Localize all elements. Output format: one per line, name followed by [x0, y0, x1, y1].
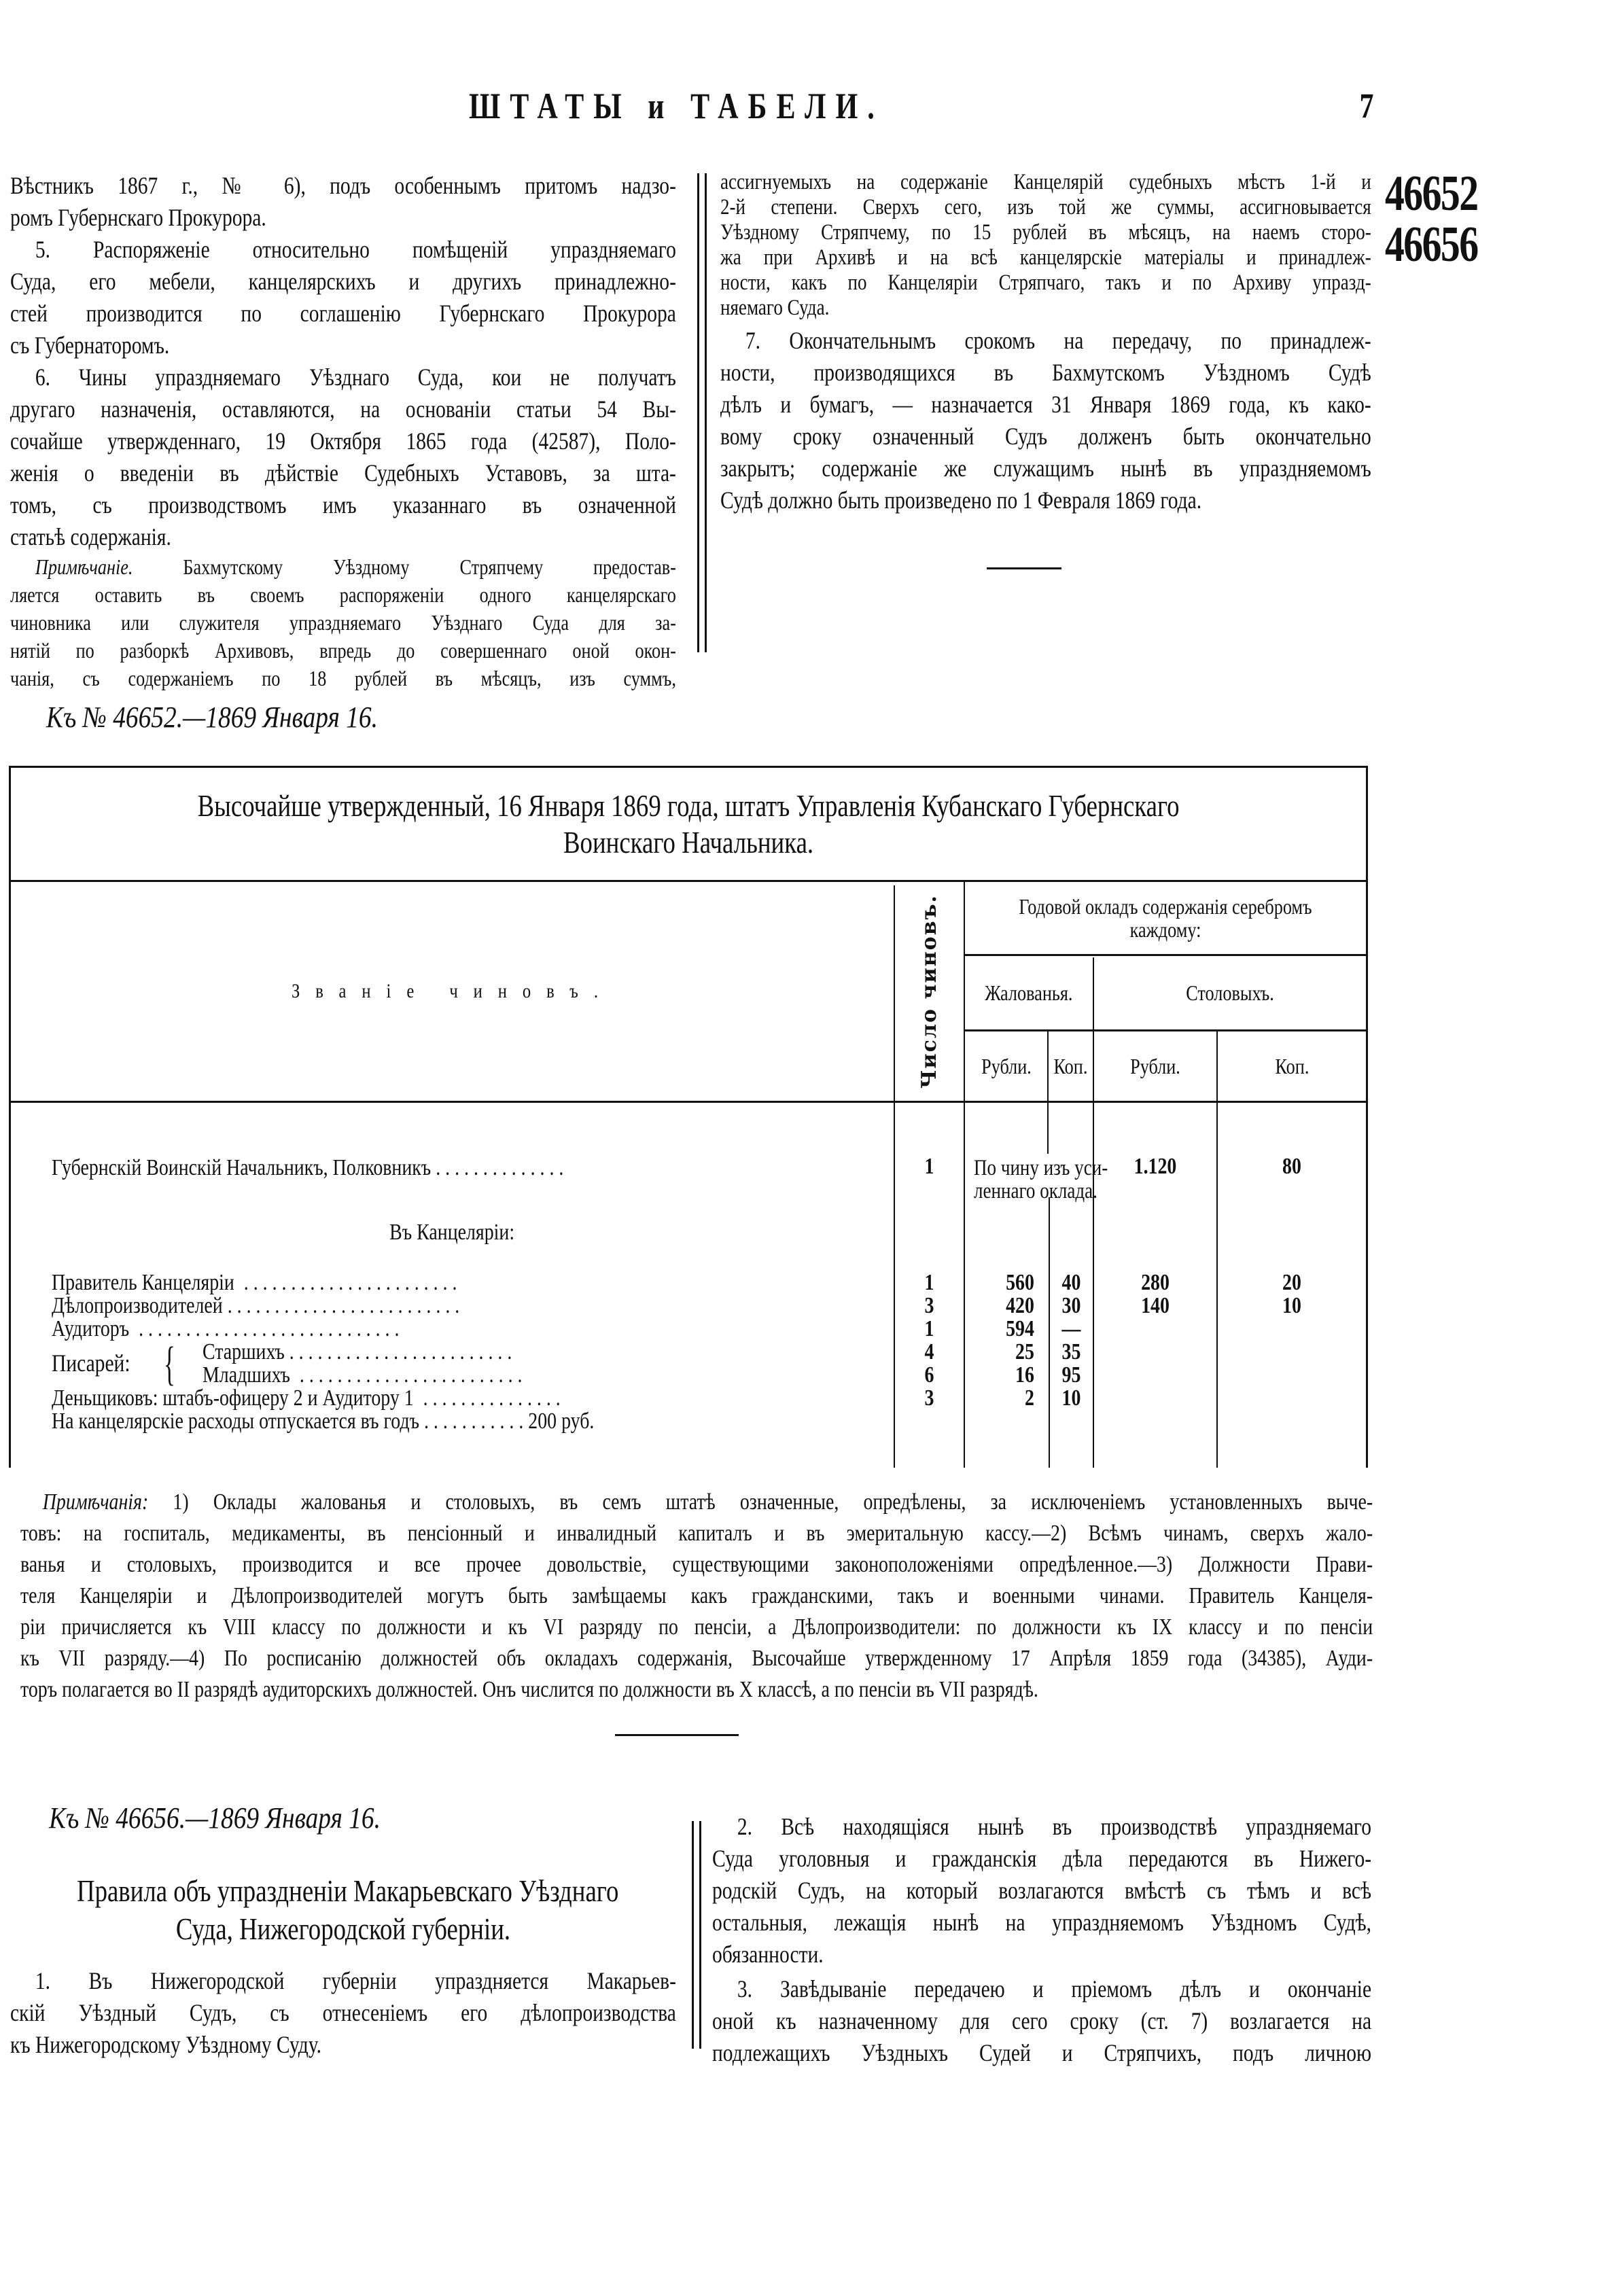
row-table-kopecks: 20	[1282, 1270, 1301, 1295]
row-salary-kopecks: 95	[1061, 1362, 1081, 1388]
note-line: торъ полагается во II разрядѣ аудиторскихъ должностей. Онъ числится по должности въ X классѣ, а по пенсіи въ VII разрядѣ.	[20, 1677, 1038, 1702]
text-line: 5. Распоряженіе относительно помѣщеній упраздняемаго	[35, 236, 676, 263]
staff-table	[9, 766, 1368, 1468]
table-row-rank: Губернскій Воинскій Начальникъ, Полковникъ . . . . . . . . . . . . . .	[52, 1155, 564, 1180]
row-salary-note: По чину изъ уси- леннаго оклада.	[974, 1156, 1108, 1203]
table-row-rank: Аудиторъ . . . . . . . . . . . . . . . . . . . . . . . . . . . .	[52, 1316, 400, 1341]
top-right-column	[720, 170, 1371, 516]
text-line: Суда, его мебели, канцелярскихъ и другихъ принадлежно-	[10, 268, 676, 295]
row-salary-kopecks: 35	[1061, 1339, 1081, 1364]
text-line: остальныя, лежащія нынѣ на упраздняемомъ Уѣздномъ Судѣ,	[712, 1909, 1372, 1936]
note-line: къ VII разряду.—4) По росписанію должностей объ окладахъ содержанія, Высочайше утвержденному 17 Апрѣля 1859 года (34385), Ауди-	[20, 1646, 1373, 1671]
note-line: ванья и столовыхъ, производится и все прочее довольствіе, существующими законоположеніями опредѣленное.—3) Должности Прави-	[20, 1552, 1373, 1577]
table-title-line2: Воинскаго Начальника.	[563, 824, 814, 860]
text-line: ности, производящихся въ Бахмутскомъ Уѣздномъ Судѣ	[720, 359, 1371, 386]
row-table-rubles: 1.120	[1134, 1154, 1177, 1179]
text-line: Вѣстникъ 1867 г., № 6), подъ особеннымъ притомъ надзо-	[10, 172, 676, 199]
note-line: товъ: на госпиталь, медикаменты, въ пенсіонный и инвалидный капиталъ и въ эмеритальную кассу.—2) Всѣмъ чинамъ, сверхъ жало-	[20, 1521, 1373, 1546]
row-count: 1	[924, 1270, 934, 1295]
table-row-rank: На канцелярскіе расходы отпускается въ годъ . . . . . . . . . . . 200 руб.	[52, 1409, 595, 1434]
text-line: 3. Завѣдываніе передачею и пріемомъ дѣлъ и окончаніе	[737, 1975, 1372, 2002]
row-count: 1	[924, 1316, 934, 1341]
rules-right-column	[712, 1811, 1371, 2069]
text-line: родскій Судъ, на который возлагаются вмѣстѣ съ тѣмъ и всѣ	[712, 1877, 1372, 1904]
text-line: Уѣздному Стряпчему, по 15 рублей въ мѣсяцъ, на наемъ сторо-	[720, 220, 1371, 245]
text-line: скій Уѣздный Судъ, съ отнесеніемъ его дѣлопроизводства	[10, 1999, 676, 2026]
header-table-rubles: Рубли.	[1130, 1054, 1180, 1078]
text-line: нятій по разборкѣ Архивовъ, впредь до совершеннаго оной окон-	[10, 638, 676, 663]
header-annual-salary: Годовой окладъ содержанія серебромъ каждому:	[1019, 894, 1312, 942]
text-line: жа при Архивѣ и на всѣ канцелярскіе матеріалы и принадлеж-	[720, 245, 1371, 270]
brace-icon: {	[164, 1338, 175, 1390]
running-title: ШТАТЫ и ТАБЕЛИ.	[469, 86, 884, 126]
row-table-rubles: 280	[1141, 1270, 1170, 1295]
row-salary-rubles: 560	[1006, 1270, 1034, 1295]
text-line: обязанности.	[712, 1941, 824, 1968]
table-row-rank: Правитель Канцеляріи . . . . . . . . . . . . . . . . . . . . . . .	[52, 1270, 457, 1295]
text-line: статьѣ содержанія.	[10, 523, 171, 550]
text-line: закрытъ; содержаніе же служащимъ нынѣ въ упраздняемомъ	[720, 455, 1371, 482]
text-line: 6. Чины упраздняемаго Уѣзднаго Суда, кои не получатъ	[35, 364, 676, 391]
row-count: 1	[924, 1154, 934, 1179]
table-row-rank: Старшихъ . . . . . . . . . . . . . . . . . . . . . . . .	[203, 1339, 512, 1364]
text-line: другаго назначенія, оставляются, на основаніи статьи 54 Вы-	[10, 395, 676, 423]
text-line: Бахмутскому Уѣздному Стряпчему предостав-	[183, 554, 676, 579]
row-table-rubles: 140	[1141, 1293, 1170, 1318]
row-salary-kopecks: 10	[1061, 1385, 1081, 1411]
row-salary-rubles: 420	[1006, 1293, 1034, 1318]
row-count: 4	[924, 1339, 934, 1364]
text-line: ромъ Губернскаго Прокурора.	[10, 204, 266, 231]
text-line: 7. Окончательнымъ срокомъ на передачу, по принадлеж-	[745, 327, 1371, 354]
text-line: стей производится по соглашенію Губернскаго Прокурора	[10, 300, 676, 327]
header-table-kopecks: Коп.	[1275, 1054, 1309, 1078]
header-salary: Жалованья.	[985, 981, 1073, 1005]
text-line: ности, какъ по Канцеляріи Стряпчаго, такъ и по Архиву упразд-	[720, 270, 1371, 295]
text-line: дѣлъ и бумагъ, — назначается 31 Января 1869 года, къ како-	[720, 391, 1371, 418]
row-salary-rubles: 2	[1024, 1385, 1034, 1411]
text-line: вому сроку означенный Судъ долженъ быть окончательно	[720, 423, 1371, 450]
text-line: Судѣ должно быть произведено по 1 Февраля 1869 года.	[720, 487, 1202, 514]
row-table-kopecks: 80	[1282, 1154, 1301, 1179]
clerks-group-label: Писарей:	[52, 1349, 130, 1377]
text-line: подлежащихъ Уѣздныхъ Судей и Стряпчихъ, подъ личною	[712, 2039, 1372, 2066]
row-salary-rubles: 25	[1015, 1339, 1034, 1364]
separator-rule	[615, 1734, 739, 1736]
margin-number-46652: 46652	[1385, 166, 1478, 222]
top-left-column	[10, 170, 676, 692]
reference-46656: Къ № 46656.—1869 Января 16.	[49, 1801, 381, 1835]
row-count: 6	[924, 1362, 934, 1388]
table-title	[11, 768, 1366, 880]
note-line: теля Канцеляріи и Дѣлопроизводителей могутъ быть замѣщаемы какъ гражданскими, такъ и военными чинами. Правитель Канцеля-	[20, 1583, 1373, 1608]
header-table-money: Столовыхъ.	[1186, 981, 1274, 1005]
text-line: къ Нижегородскому Уѣздному Суду.	[10, 2031, 321, 2058]
section-label: Въ Канцеляріи:	[389, 1220, 515, 1245]
text-line: томъ, съ производствомъ имъ указаннаго въ означенной	[10, 491, 676, 518]
row-salary-kopecks: 40	[1061, 1270, 1081, 1295]
office-expenses-amount: 200 руб.	[528, 1409, 595, 1434]
rules-title-line2: Суда, Нижегородской губерніи.	[175, 1911, 511, 1946]
header-salary-rubles: Рубли.	[981, 1054, 1032, 1078]
notes-label: Примѣчанія:	[42, 1489, 149, 1515]
header-count: Число чиновъ.	[917, 894, 941, 1089]
text-line: оной къ назначенному для сего сроку (ст. 7) возлагается на	[712, 2007, 1372, 2034]
row-count: 3	[924, 1385, 934, 1411]
row-table-kopecks: 10	[1282, 1293, 1301, 1318]
row-count: 3	[924, 1293, 934, 1318]
text-line: съ Губернаторомъ.	[10, 332, 170, 359]
text-line: 1. Въ Нижегородской губерніи упраздняется Макарьев-	[35, 1967, 676, 1994]
table-title-line1: Высочайше утвержденный, 16 Января 1869 года, штатъ Управленія Кубанскаго Губернскаго	[197, 788, 1180, 823]
column-divider	[692, 1821, 701, 2049]
table-row-rank: Дѣлопроизводителей . . . . . . . . . . . . . . . . . . . . . . . . .	[52, 1293, 460, 1318]
row-salary-kopecks: —	[1061, 1316, 1081, 1341]
text-line: ассигнуемыхъ на содержаніе Канцелярій судебныхъ мѣстъ 1-й и	[720, 170, 1371, 194]
text-line: чиновника или служителя упраздняемаго Уѣзднаго Суда для за-	[10, 610, 676, 635]
text-line: няемаго Суда.	[720, 296, 830, 320]
separator-rule	[987, 567, 1061, 569]
rules-title	[10, 1872, 676, 1948]
margin-number-46656: 46656	[1385, 217, 1478, 272]
table-row-rank: Деньщиковъ: штабъ-офицеру 2 и Аудитору 1 . . . . . . . . . . . . . . .	[52, 1385, 561, 1411]
header-rank: Званіе чиновъ.	[291, 980, 614, 1002]
rules-title-line1: Правила объ упраздненіи Макарьевскаго Уѣзднаго	[77, 1873, 619, 1908]
text-line: 2-й степени. Сверхъ сего, изъ той же суммы, ассигновывается	[720, 195, 1371, 219]
note-line: ріи причисляется къ VIII классу по должности и къ VI разряду по пенсіи, а Дѣлопроизводители: по должности къ IX классу и по пенсіи	[20, 1614, 1373, 1640]
note-label: Примѣчаніе.	[35, 554, 133, 579]
page-number: 7	[1359, 87, 1374, 126]
row-salary-rubles: 16	[1015, 1362, 1034, 1388]
rules-left-column	[10, 1965, 676, 2061]
column-divider	[697, 173, 707, 652]
row-salary-rubles: 594	[1006, 1316, 1034, 1341]
text-line: женія о введеніи въ дѣйствіе Судебныхъ Уставовъ, за шта-	[10, 459, 676, 487]
header-salary-kopecks: Коп.	[1053, 1054, 1088, 1078]
row-salary-kopecks: 30	[1061, 1293, 1081, 1318]
text-line: ляется оставить въ своемъ распоряженіи одного канцелярскаго	[10, 582, 676, 607]
text-line: чанія, съ содержаніемъ по 18 рублей въ мѣсяцъ, изъ суммъ,	[10, 666, 676, 690]
table-notes: Примѣчанія: 1) Оклады жалованья и столовыхъ, въ семъ штатѣ означенные, опредѣлены, за исключеніемъ установленныхъ выче- товъ: на госпиталь, медикаменты, въ пенсіонный и инвалидный капиталъ и въ эмеритальную кассу.—2) Всѣмъ чинамъ, сверхъ жало- ванья и столовыхъ, производится и все прочее довольствіе, существующими законоположеніями опредѣленное.—3) Должности Прави- теля Канцеляріи и Дѣлопроизводителей могутъ быть замѣщаемы какъ гражданскими, такъ и военными чинами. Правитель Канцеля- ріи причисляется къ VIII классу по должности и къ VI разряду по пенсіи, а Дѣлопроизводители: по должности къ IX классу и по пенсіи къ VII разряду.—4) По росписанію должностей объ окладахъ содержанія, Высочайше утвержденному 17 Апрѣля 1859 года (34385), Ауди- торъ полагается во II разрядѣ аудиторскихъ должностей. Онъ числится по должности въ X классѣ, а по пенсіи въ VII разрядѣ.	[20, 1487, 1373, 1706]
table-row-rank: Младшихъ . . . . . . . . . . . . . . . . . . . . . . . .	[203, 1362, 523, 1388]
text-line: сочайше утвержденнаго, 19 Октября 1865 года (42587), Поло-	[10, 427, 676, 455]
reference-46652: Къ № 46652.—1869 Января 16.	[46, 701, 378, 734]
text-line: 2. Всѣ находящіяся нынѣ въ производствѣ упраздняемаго	[737, 1813, 1372, 1840]
text-line: Суда уголовныя и гражданскія дѣла передаются въ Нижего-	[712, 1845, 1372, 1872]
